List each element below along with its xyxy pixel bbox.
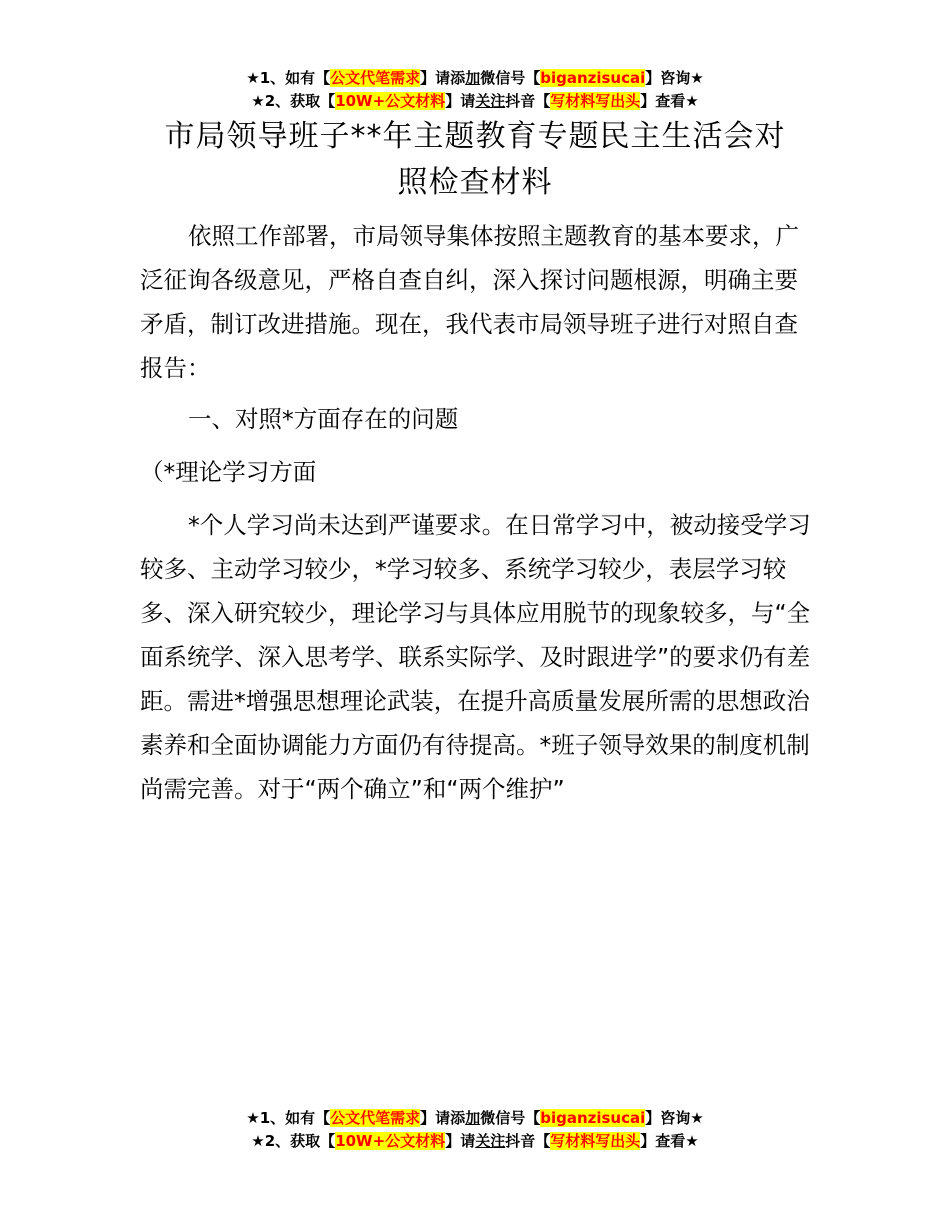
bottom-banner-line-1: ★1、如有【公文代笔需求】请添加微信号【biganzisucai】咨询★ xyxy=(246,1109,704,1127)
intro-paragraph: 依照工作部署，市局领导集体按照主题教育的基本要求，广泛征询各级意见，严格自查自纠，深入探讨问题根源，明确主要矛盾，制订改进措施。现在，我代表市局领导班子进行对照自查报告： xyxy=(140,222,799,382)
document-title xyxy=(130,114,820,206)
top-banner-line-2: ★2、获取【10W+公文材料】请关注抖音【写材料写出头】查看★ xyxy=(251,92,699,110)
douyin-highlight: 写材料写出头 xyxy=(550,92,641,110)
body-paragraph: *个人学习尚未达到严谨要求。在日常学习中，被动接受学习较多、主动学习较少，*学习较多、系统学习较少，表层学习较多、深入研究较少，理论学习与具体应用脱节的现象较多，与“全面系统学、深入思考学、联系实际学、及时跟进学”的要求仍有差距。需进*增强思想理论武装，在提升高质量发展所需的思想政治素养和全面协调能力方面仍有待提高。*班子领导效果的制度机制尚需完善。对于“两个确立”和“两个维护” xyxy=(140,511,811,803)
materials-highlight: 10W+公文材料 xyxy=(335,1132,446,1150)
ghostwriting-highlight: 公文代笔需求 xyxy=(330,1109,421,1127)
title-line-1: 市局领导班子**年主题教育专题民主生活会对 xyxy=(164,119,786,154)
section-heading-1: 一、对照*方面存在的问题 xyxy=(188,405,459,433)
materials-highlight: 10W+公文材料 xyxy=(335,92,446,110)
title-line-2: 照检查材料 xyxy=(397,165,553,200)
douyin-highlight: 写材料写出头 xyxy=(550,1132,641,1150)
bottom-banner-line-2: ★2、获取【10W+公文材料】请关注抖音【写材料写出头】查看★ xyxy=(251,1132,699,1150)
wechat-id-highlight: biganzisucai xyxy=(540,69,646,87)
section-heading-2: （*理论学习方面 xyxy=(140,458,317,486)
top-banner-line-1: ★1、如有【公文代笔需求】请添加微信号【biganzisucai】咨询★ xyxy=(246,69,704,87)
wechat-id-highlight: biganzisucai xyxy=(540,1109,646,1127)
ghostwriting-highlight: 公文代笔需求 xyxy=(330,69,421,87)
